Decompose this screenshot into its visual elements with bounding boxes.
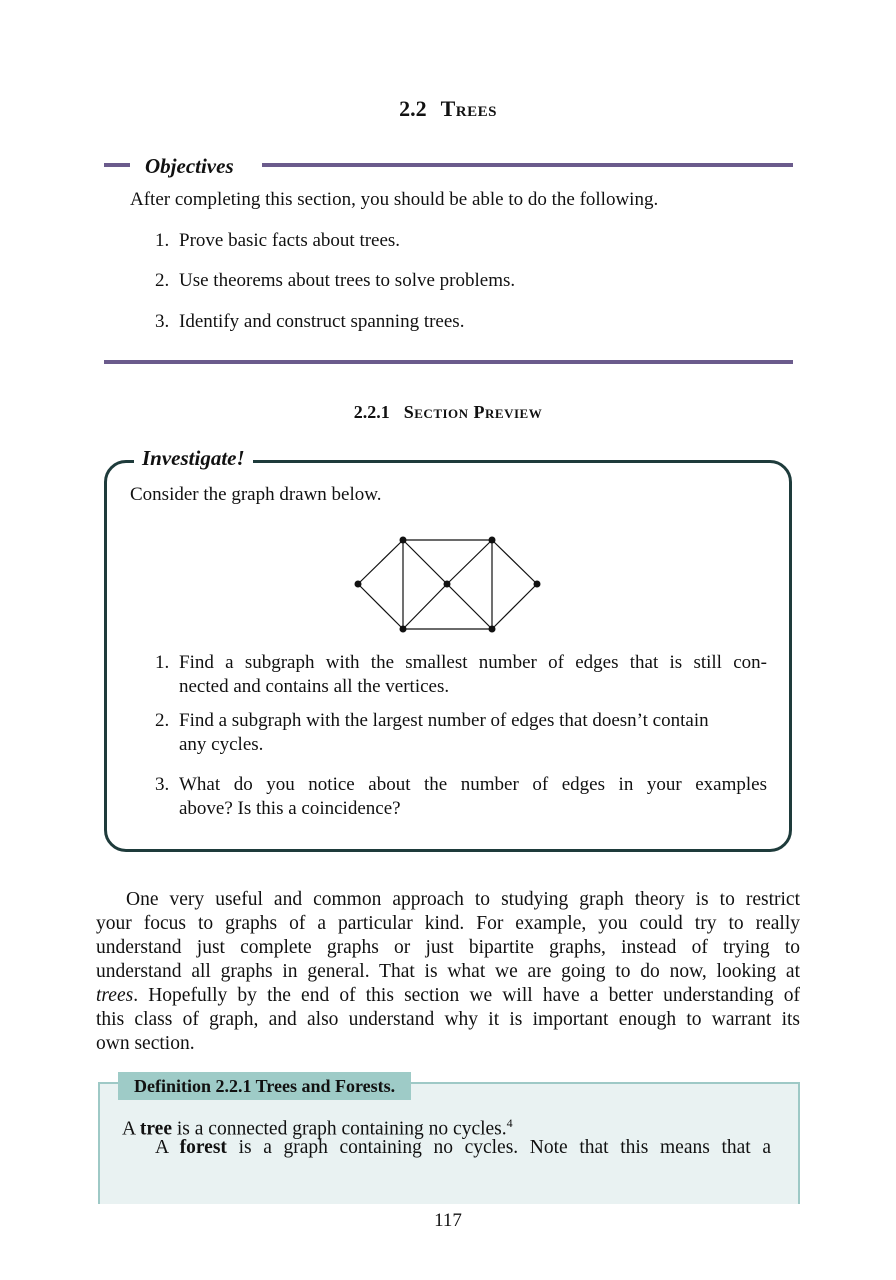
emph-trees: trees [96, 985, 134, 1006]
objectives-list [155, 269, 515, 293]
paragraph-line: own section. [96, 1033, 195, 1054]
investigate-list [155, 651, 767, 831]
graph-vertex [444, 581, 451, 588]
objectives-rule-left [104, 163, 130, 167]
footnote-marker: 4 [506, 1116, 513, 1130]
investigate-item: 2. Find a subgraph with the largest number of edges that doesn’t contain any cycles. [155, 710, 709, 755]
objectives-bottom-rule [104, 360, 793, 364]
paragraph-line: understand just complete graphs or just bipartite graphs, instead of trying to [96, 937, 800, 958]
paragraph-line: One very useful and common approach to studying graph theory is to restrict [126, 889, 800, 910]
paragraph-line: understand all graphs in general. That is what we are going to do now, looking at [96, 961, 800, 982]
paragraph-line: your focus to graphs of a particular kind. For example, you could try to really [96, 913, 800, 934]
graph-vertex [534, 581, 541, 588]
objective-item: 3. Identify and construct spanning trees. [155, 311, 465, 332]
objectives-label: Objectives [145, 154, 234, 178]
term-forest: forest [179, 1137, 227, 1158]
investigate-item: 3. What do you notice about the number of edges in your examples above? Is this a coincidence? [155, 774, 767, 819]
objectives-intro: After completing this section, you should be able to do the following. [130, 189, 659, 210]
page-number: 117 [434, 1210, 462, 1231]
graph-vertex [489, 537, 496, 544]
graph-vertex [400, 537, 407, 544]
subsection-heading [0, 402, 896, 423]
paragraph-line: trees. Hopefully by the end of this section we will have a better understanding of [96, 985, 800, 1006]
definition-title: Definition 2.2.1 Trees and Forests. [118, 1072, 411, 1100]
objectives-rule-right [262, 163, 793, 167]
definition-line-1: A tree is a connected graph containing no cycles.$^4$ [122, 1116, 513, 1140]
graph-vertex [355, 581, 362, 588]
section-number: 2.2 [399, 96, 427, 121]
graph-vertex [489, 626, 496, 633]
objective-item: 2. Use theorems about trees to solve problems. [155, 270, 516, 291]
investigate-item: 1. Find a subgraph with the smallest number of edges that is still con- nected and contains all the vertices. [155, 652, 767, 697]
paragraph-line: this class of graph, and also understand why it is important enough to warrant its [96, 1009, 800, 1030]
definition-line-2: A forest is a graph containing no cycles. Note that this means that a [155, 1137, 771, 1158]
intro-paragraph [96, 888, 800, 1056]
graph-vertices [355, 537, 541, 633]
objectives-list [155, 229, 400, 253]
subsection-title: Section Preview [403, 402, 543, 422]
subsection-number: 2.2.1 [353, 402, 390, 422]
objective-item: 1. Prove basic facts about trees. [155, 230, 401, 251]
investigate-label: Investigate! [134, 446, 253, 471]
graph-vertex [400, 626, 407, 633]
term-tree: tree [139, 1118, 172, 1140]
section-heading [0, 96, 896, 122]
objectives-list [155, 310, 464, 334]
section-title: Trees [440, 96, 497, 121]
investigate-intro: Consider the graph drawn below. [130, 484, 382, 505]
graph-figure [350, 530, 550, 640]
